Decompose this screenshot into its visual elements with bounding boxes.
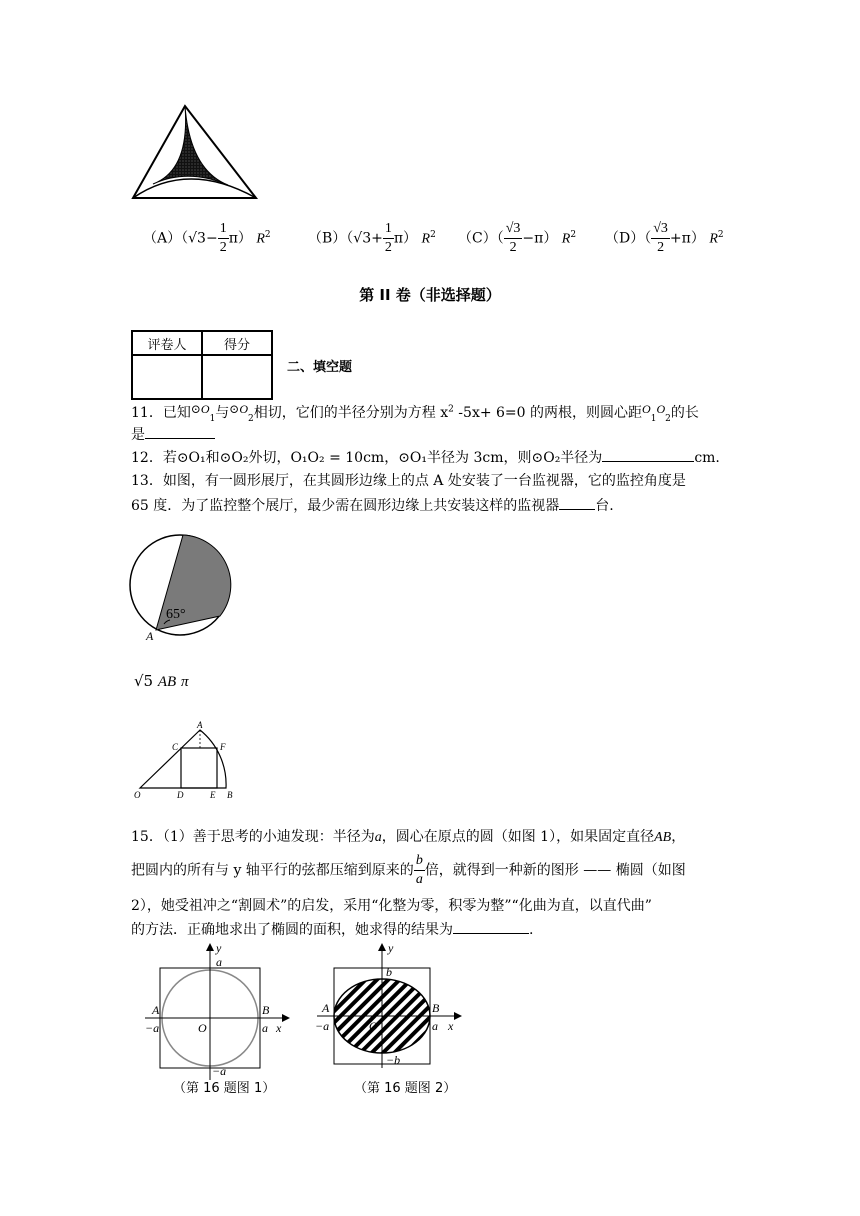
section-title: 第 II 卷（非选择题） (359, 286, 501, 304)
figure-1-circle (140, 940, 300, 1095)
fig2-neg-a-left: −a (315, 1019, 330, 1033)
fig2-origin: O (369, 1019, 378, 1033)
angle-label: 65° (166, 607, 186, 622)
score-header: 得分 (202, 331, 272, 355)
option-c: （C）（ $\frac{√3}{2}$ −π） $R^2$ (458, 221, 577, 255)
question-15-line4: 的方法．正确地求出了椭圆的面积，她求得的结果为 . (131, 919, 533, 939)
question-11-line2: 是 (131, 424, 215, 444)
fig1-point-b: B (262, 1003, 270, 1017)
figure-1-caption: （第 16 题图 1） (173, 1081, 276, 1096)
fig1-point-a: A (152, 1003, 160, 1017)
score-cell[interactable] (202, 355, 272, 399)
triangle-figure (128, 100, 263, 205)
fig1-origin: O (198, 1021, 207, 1035)
question-15-line1: 15．（1）善于思考的小迪发现：半径为a，圆心在原点的圆（如图 1），如果固定直径AB， (131, 829, 686, 845)
option-a: （A）（√3− $\frac{1}{2}$ π） $R^2$ (143, 221, 271, 255)
fig2-neg-b-bottom: −b (386, 1053, 401, 1067)
answer-blank-15[interactable] (453, 919, 529, 934)
question-13-line1: 13．如图，有一圆形展厅，在其圆形边缘上的点 A 处安装了一台监视器，它的监控角度是 (131, 473, 686, 489)
label-c: C (172, 742, 179, 752)
answer-blank-13[interactable] (559, 495, 595, 510)
question-13-line2: 65 度．为了监控整个展厅，最少需在圆形边缘上共安装这样的监视器 台. (131, 495, 614, 515)
fig1-neg-a-left: −a (145, 1021, 160, 1035)
label-a: A (197, 720, 203, 730)
fig1-a-right: a (262, 1021, 268, 1035)
question-11: 11．已知$⊙O_1$与$⊙O_2$相切，它们的半径分别为方程 $x^2$ -5x+ 6=0 的两根，则圆心距$O_1O_2$的长 (131, 402, 699, 424)
option-d: （D）（ $\frac{√3}{2}$ +π） $R^2$ (605, 221, 724, 255)
answer-blank-11[interactable] (145, 424, 215, 439)
figure-2-caption: （第 16 题图 2） (354, 1081, 457, 1096)
point-a-label: A (146, 629, 154, 643)
label-b: B (227, 790, 233, 800)
exhibition-hall-figure (128, 530, 238, 645)
question-15-line3: 2），她受祖冲之“割圆术”的启发，采用“化整为零，积零为整”“化曲为直，以直代曲” (131, 898, 652, 914)
fig1-a-top: a (216, 955, 222, 969)
question-14-fragment: √5 AB π (134, 672, 189, 690)
reviewer-cell[interactable] (132, 355, 202, 399)
fig2-point-b: B (432, 1001, 440, 1015)
fig2-y-label: y (388, 941, 394, 955)
label-d: D (177, 790, 184, 800)
figure-2-ellipse (312, 940, 472, 1080)
part-heading: 二、填空题 (287, 360, 353, 375)
fig2-b-top: b (386, 965, 392, 979)
label-e: E (210, 790, 216, 800)
question-12: 12．若⊙O₁和⊙O₂外切，O₁O₂ = 10cm，⊙O₁半径为 3cm，则⊙O₂半径为 cm. (131, 447, 720, 467)
label-f: F (220, 742, 226, 752)
reviewer-header: 评卷人 (132, 331, 202, 355)
fig1-neg-a-bottom: −a (212, 1064, 227, 1078)
answer-blank-12[interactable] (602, 447, 694, 462)
fig1-x-label: x (276, 1021, 282, 1035)
fig2-a-right: a (432, 1019, 438, 1033)
label-o: O (134, 790, 141, 800)
question-15-line2: 把圆内的所有与 y 轴平行的弦都压缩到原来的 $\frac{b}{a}$ 倍，就得到一种新的图形 —— 椭圆（如图 (131, 853, 686, 887)
fig2-x-label: x (448, 1019, 454, 1033)
sector-square-figure (134, 718, 244, 803)
fig1-y-label: y (216, 941, 222, 955)
option-b: （B）（√3+ $\frac{1}{2}$ π） $R^2$ (308, 221, 436, 255)
fig2-point-a: A (322, 1001, 330, 1015)
score-table (131, 330, 273, 400)
